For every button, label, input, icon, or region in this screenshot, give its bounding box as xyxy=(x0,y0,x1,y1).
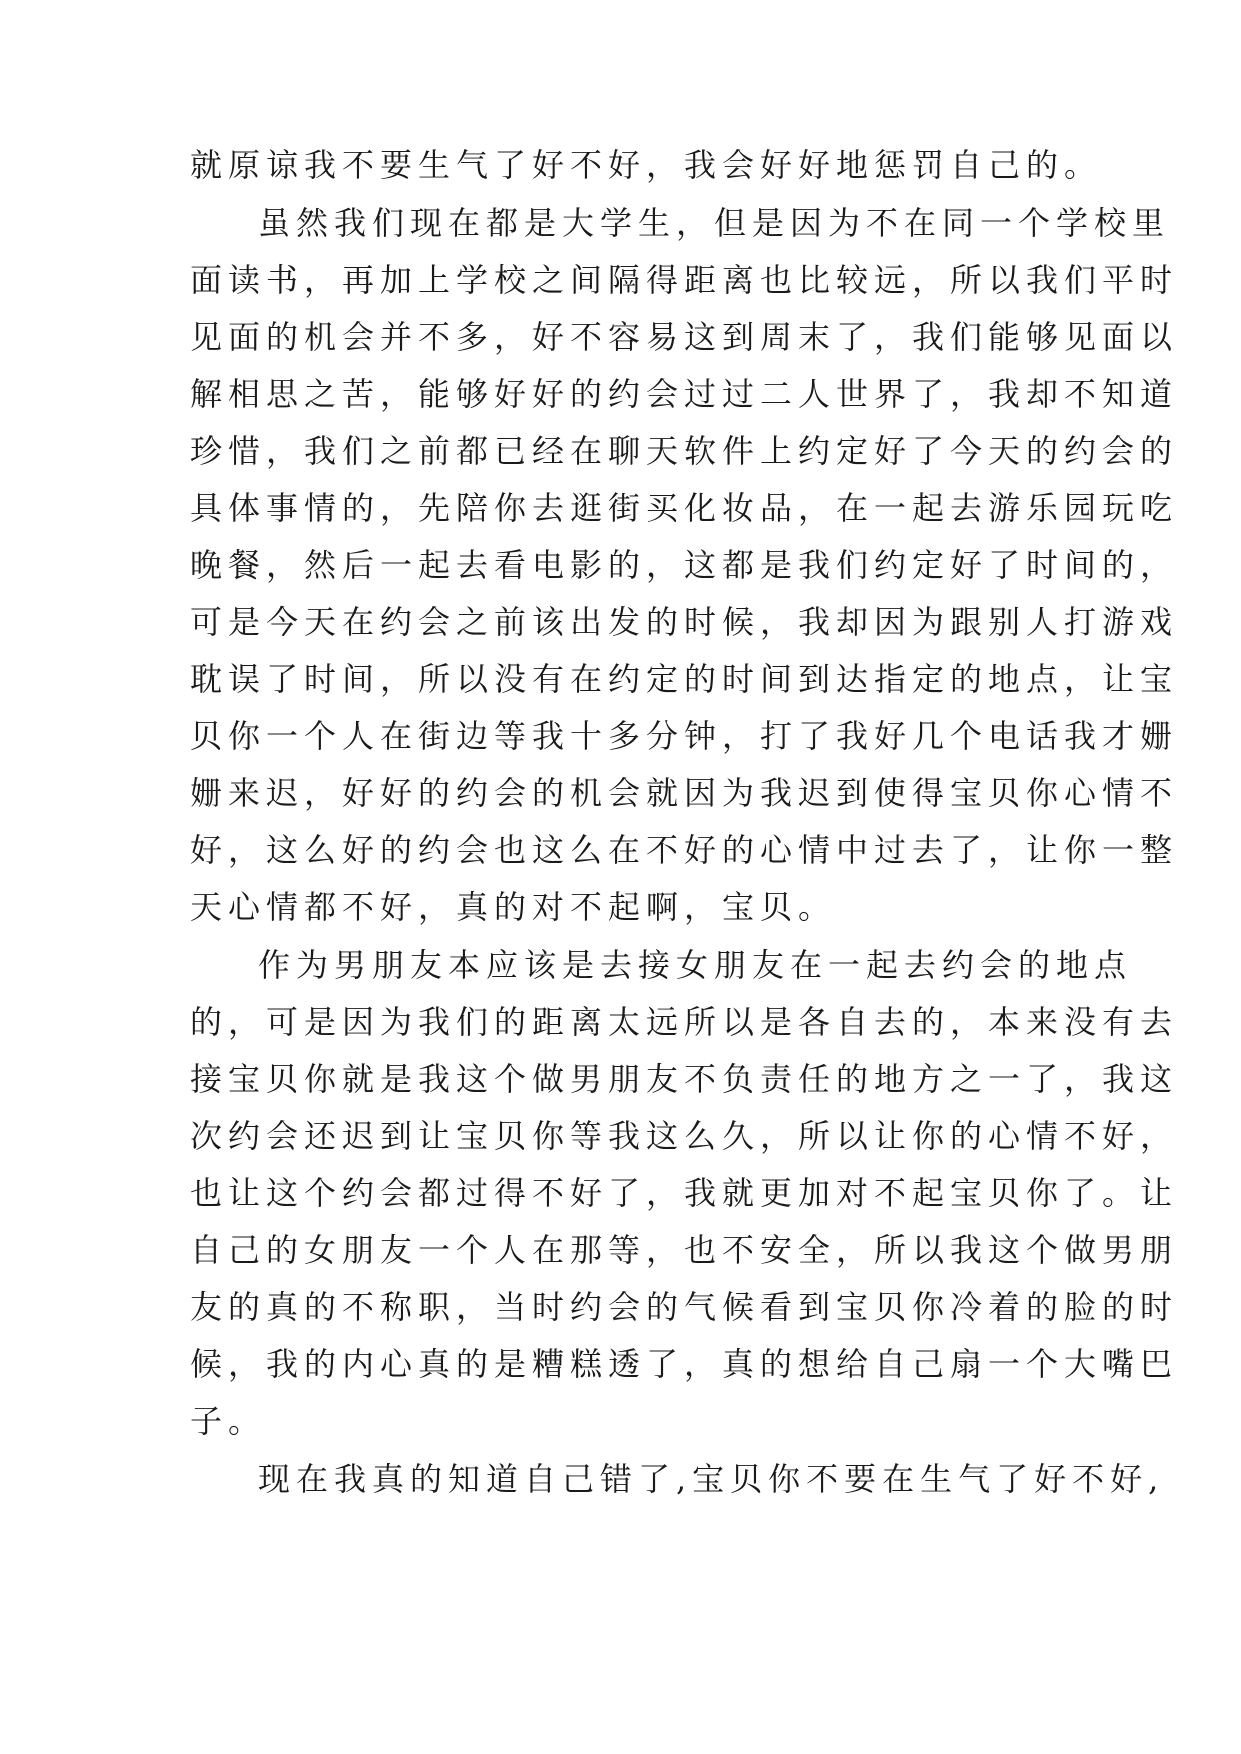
text-line: 解相思之苦，能够好好的约会过过二人世界了，我却不知道 xyxy=(190,375,1179,413)
text-line: 也让这个约会都过得不好了，我就更加对不起宝贝你了。让 xyxy=(190,1174,1179,1212)
text-line: 珍惜，我们之前都已经在聊天软件上约定好了今天的约会的 xyxy=(190,432,1179,470)
text-line: 子。 xyxy=(190,1402,267,1440)
text-line: 可是今天在约会之前该出发的时候，我却因为跟别人打游戏 xyxy=(190,603,1179,641)
text-line: 自己的女朋友一个人在那等，也不安全，所以我这个做男朋 xyxy=(190,1231,1179,1269)
text-line: 就原谅我不要生气了好不好，我会好好地惩罚自己的。 xyxy=(190,146,1103,184)
text-line: 的，可是因为我们的距离太远所以是各自去的，本来没有去 xyxy=(190,1003,1179,1041)
text-line: 面读书，再加上学校之间隔得距离也比较远，所以我们平时 xyxy=(190,261,1179,299)
text-line: 天心情都不好，真的对不起啊，宝贝。 xyxy=(190,888,837,926)
text-line: 好，这么好的约会也这么在不好的心情中过去了，让你一整 xyxy=(190,831,1179,869)
text-line: 耽误了时间，所以没有在约定的时间到达指定的地点，让宝 xyxy=(190,660,1179,698)
text-line: 见面的机会并不多，好不容易这到周末了，我们能够见面以 xyxy=(190,318,1179,356)
paragraph-start-line: 虽然我们现在都是大学生，但是因为不在同一个学校里 xyxy=(258,204,1171,242)
text-line: 姗来迟，好好的约会的机会就因为我迟到使得宝贝你心情不 xyxy=(190,774,1179,812)
text-line: 接宝贝你就是我这个做男朋友不负责任的地方之一了，我这 xyxy=(190,1060,1179,1098)
text-line: 晚餐，然后一起去看电影的，这都是我们约定好了时间的， xyxy=(190,546,1179,584)
text-line: 贝你一个人在街边等我十多分钟，打了我好几个电话我才姗 xyxy=(190,717,1179,755)
text-line: 具体事情的，先陪你去逛街买化妆品，在一起去游乐园玩吃 xyxy=(190,489,1179,527)
text-line: 次约会还迟到让宝贝你等我这么久，所以让你的心情不好， xyxy=(190,1117,1179,1155)
paragraph-start-line: 现在我真的知道自己错了,宝贝你不要在生气了好不好, xyxy=(258,1460,1165,1498)
text-line: 友的真的不称职，当时约会的气候看到宝贝你冷着的脸的时 xyxy=(190,1288,1179,1326)
paragraph-start-line: 作为男朋友本应该是去接女朋友在一起去约会的地点 xyxy=(258,946,1133,984)
text-line: 候，我的内心真的是糟糕透了，真的想给自己扇一个大嘴巴 xyxy=(190,1345,1179,1383)
